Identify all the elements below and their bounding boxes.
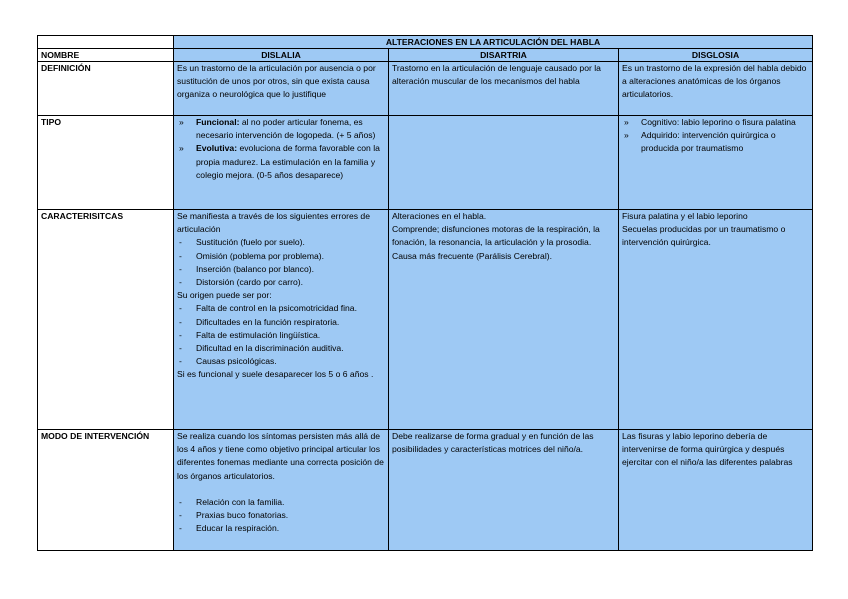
paragraph: Se realiza cuando los síntomas persisten más allá de los 4 años y tiene como objetivo principal articular los diferentes fonemas mediante una correcta posición de los órganos articulatorios.	[177, 431, 384, 481]
definicion-dislalia: Es un trastorno de la articulación por ausencia o por sustitución de unos por otros, sin que exista causa organiza o neurológica que lo justifique	[174, 62, 389, 116]
caracteristicas-disglosia	[619, 210, 813, 430]
caracteristicas-dislalia	[174, 210, 389, 430]
tipo-item-evolutiva	[177, 142, 385, 182]
caracteristicas-disartria	[389, 210, 619, 430]
list-item: - Relación con la familia.	[177, 496, 385, 509]
list-item: - Distorsión (cardo por carro).	[177, 276, 385, 289]
nombre-label: NOMBRE	[38, 49, 174, 62]
row-label-caracteristicas: CARACTERISITCAS	[38, 210, 174, 430]
paragraph: Comprende; disfunciones motoras de la respiración, la fonación, la resonancia, la articulación y la prosodia.	[392, 224, 600, 248]
modo-dislalia	[174, 430, 389, 551]
tipo-disglosia	[619, 116, 813, 210]
tipo-term: Evolutiva:	[196, 143, 238, 154]
list-item: - Dificultad en la discriminación auditiva.	[177, 342, 385, 355]
tipo-dislalia	[174, 116, 389, 210]
list-item: - Educar la respiración.	[177, 522, 385, 535]
list-item: - Falta de control en la psicomotricidad fina.	[177, 302, 385, 315]
column-header-disartria: DISARTRIA	[389, 49, 619, 62]
paragraph: Causa más frecuente (Parálisis Cerebral).	[392, 250, 552, 261]
paragraph: Alteraciones en el habla.	[392, 211, 487, 221]
definicion-disartria: Trastorno en la articulación de lenguaje causado por la alteración muscular de los mecanismos del habla	[389, 62, 619, 116]
paragraph: Si es funcional y suele desaparecer los 5 o 6 años .	[177, 369, 374, 380]
list-item: - Omisión (poblema por problema).	[177, 250, 385, 263]
list-item: - Sustitución (fuelo por suelo).	[177, 236, 385, 249]
column-header-dislalia: DISLALIA	[174, 49, 389, 62]
list-item: - Falta de estimulación lingüística.	[177, 329, 385, 342]
list-item: - Dificultades en la función respiratoria.	[177, 316, 385, 329]
list-item: - Causas psicológicas.	[177, 355, 385, 368]
column-header-disglosia: DISGLOSIA	[619, 49, 813, 62]
paragraph: Secuelas producidas por un traumatismo o intervención quirúrgica.	[622, 224, 786, 248]
tipo-disartria	[389, 116, 619, 210]
paragraph: Su origen puede ser por:	[177, 290, 272, 301]
spacer	[177, 483, 385, 496]
tipo-desc: al no poder articular fonema, es necesario intervención de logopeda. (+ 5 años)	[196, 117, 376, 141]
list-item: » Cognitivo: labio leporino o fisura palatina	[622, 116, 809, 129]
empty-corner-cell	[38, 36, 174, 49]
paragraph: Se manifiesta a través de los siguientes errores de articulación	[177, 211, 370, 235]
list-item: - Praxias buco fonatorias.	[177, 509, 385, 522]
alteraciones-table	[37, 35, 813, 551]
tipo-item-funcional	[177, 116, 385, 142]
modo-disartria: Debe realizarse de forma gradual y en función de las posibilidades y características motrices del niño/a.	[389, 430, 619, 551]
modo-disglosia: Las fisuras y labio leporino debería de intervenirse de forma quirúrgica y después ejercitar con el niño/a las diferentes palabras	[619, 430, 813, 551]
list-item: - Inserción (balanco por blanco).	[177, 263, 385, 276]
row-label-definicion: DEFINICIÓN	[38, 62, 174, 116]
row-label-tipo: TIPO	[38, 116, 174, 210]
row-label-modo-intervencion: MODO DE INTERVENCIÓN	[38, 430, 174, 551]
definicion-disglosia: Es un trastorno de la expresión del habla debido a alteraciones anatómicas de los órganos articulatorios.	[619, 62, 813, 116]
paragraph: Fisura palatina y el labio leporino	[622, 211, 748, 221]
tipo-desc: evoluciona de forma favorable con la propia madurez. La estimulación en la familia y colegio mejora. (0-5 años desaparece)	[196, 143, 380, 180]
main-header: ALTERACIONES EN LA ARTICULACIÓN DEL HABLA	[174, 36, 813, 49]
tipo-term: Funcional:	[196, 117, 240, 127]
list-item: » Adquirido: intervención quirúrgica o producida por traumatismo	[622, 129, 809, 155]
